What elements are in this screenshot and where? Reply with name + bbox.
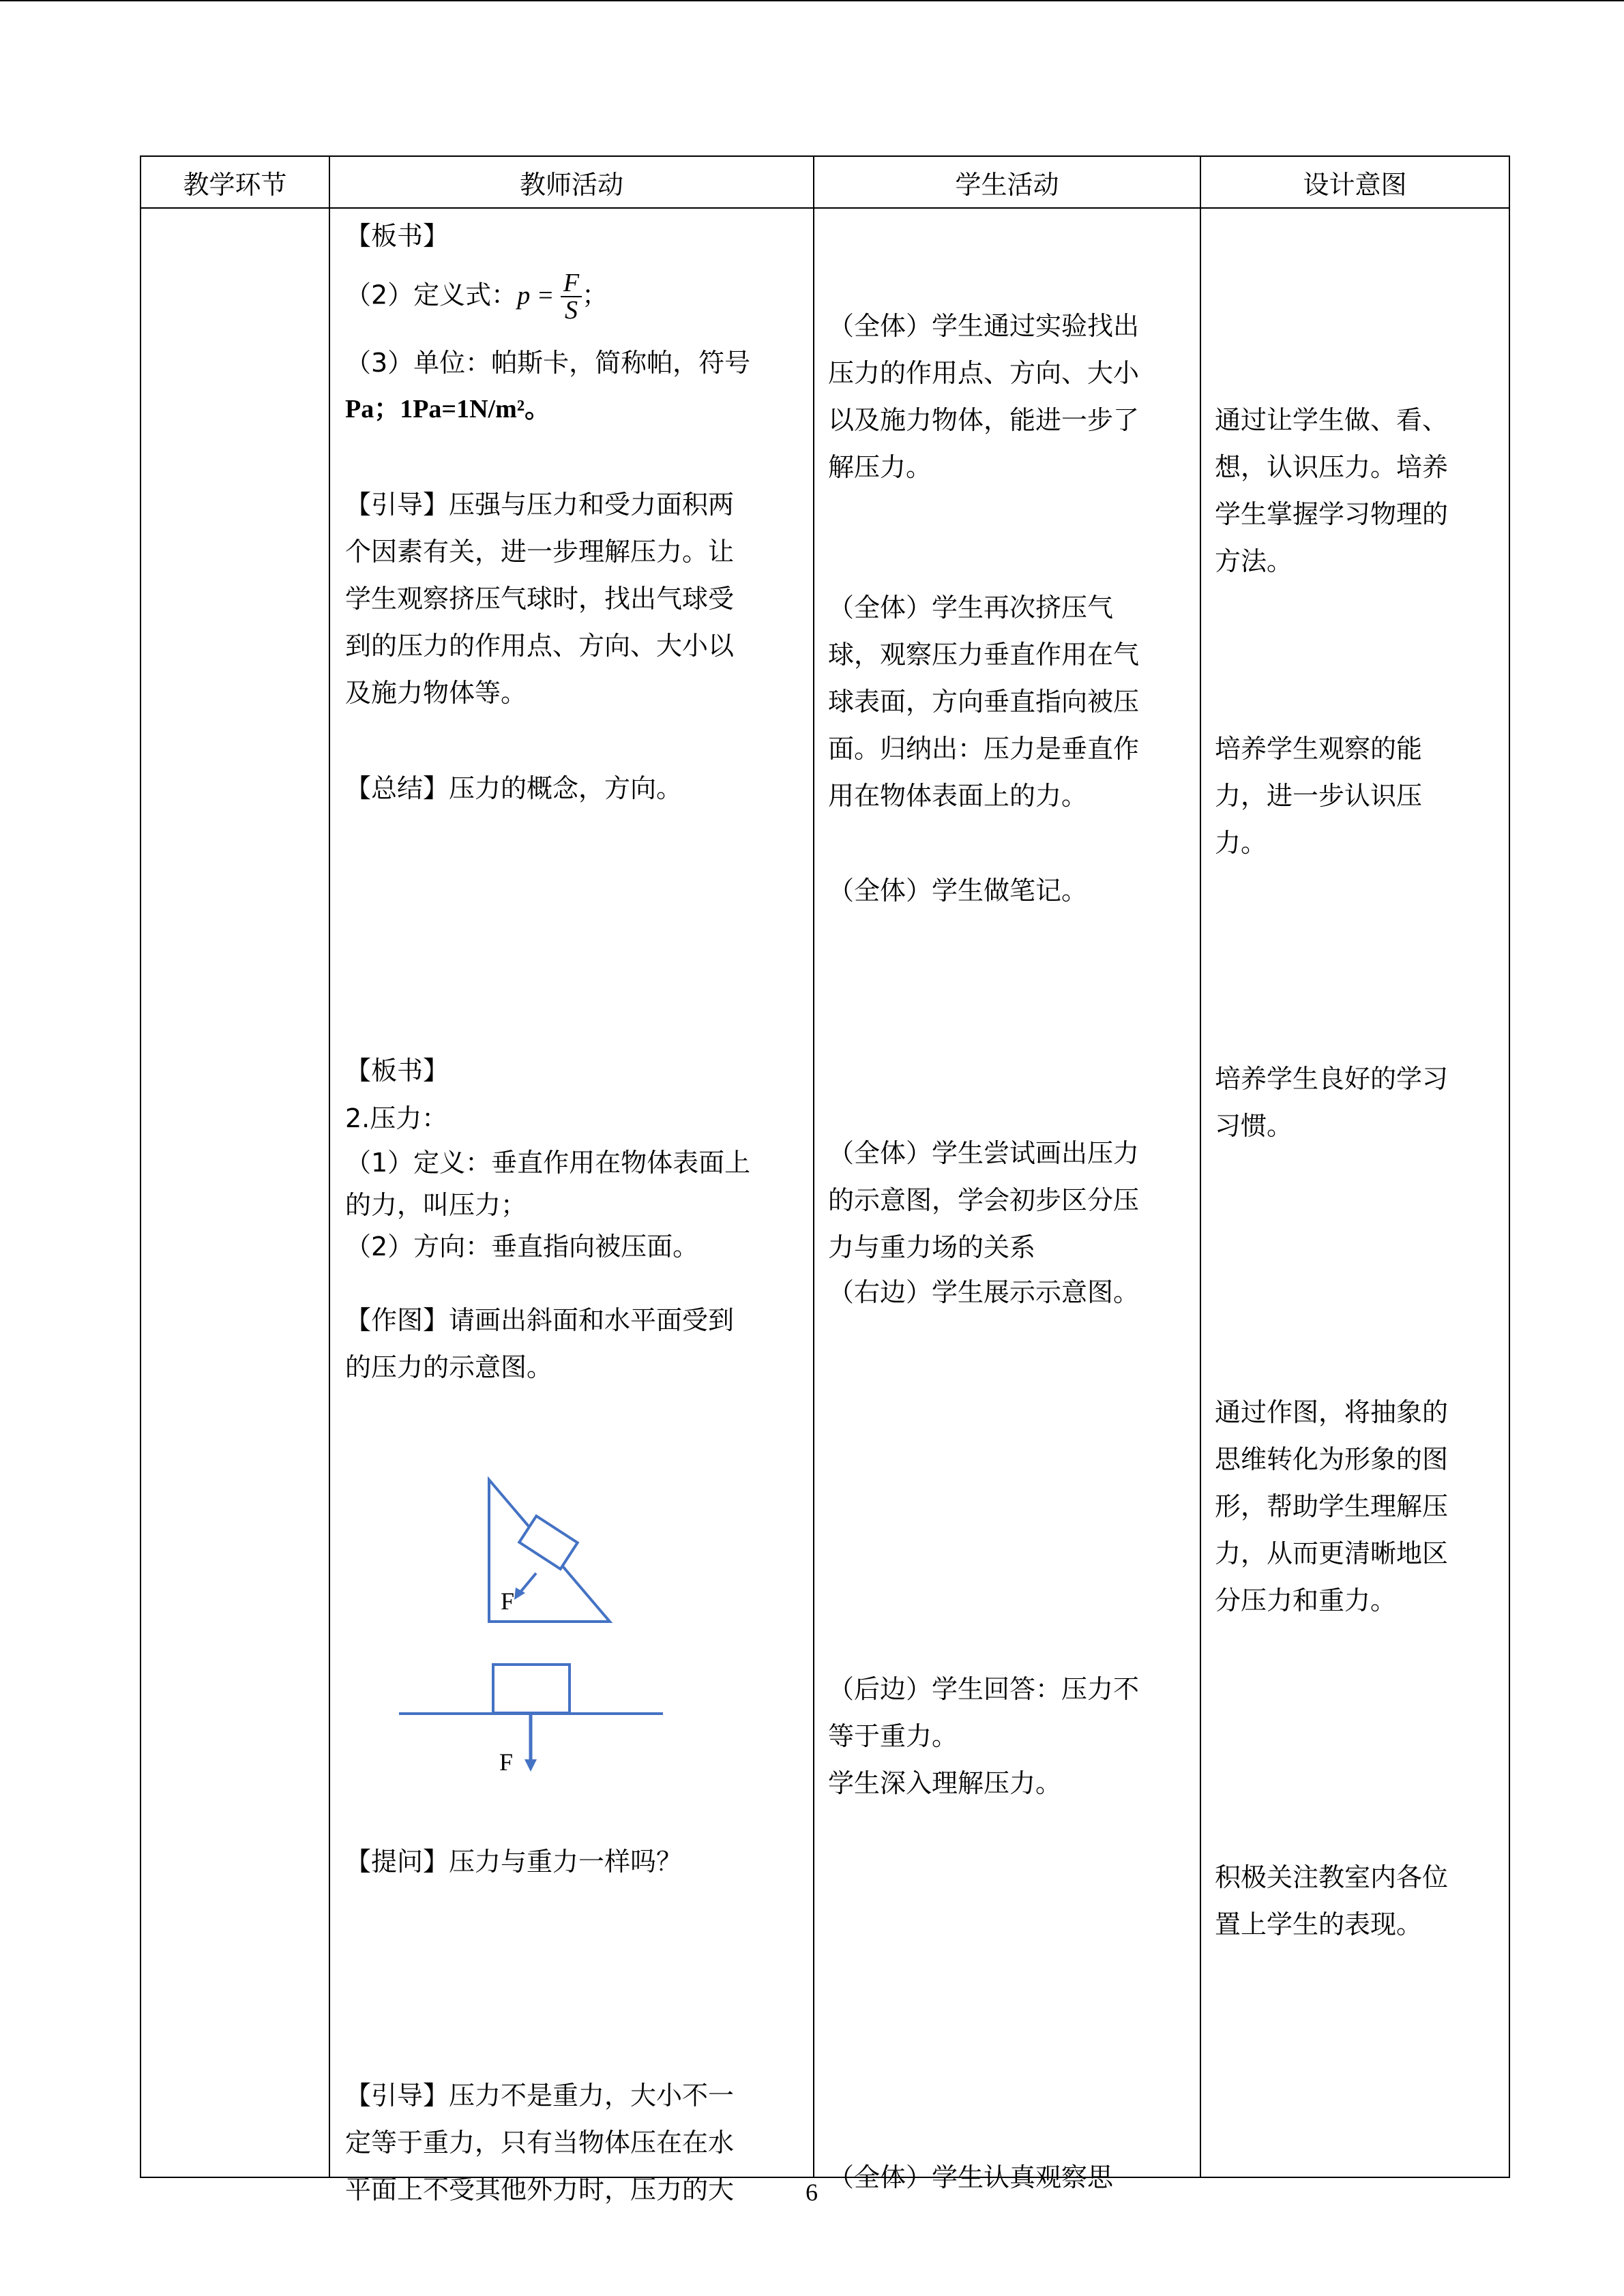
design-3-line-2: 习惯。 — [1215, 1111, 1293, 1141]
definition-prefix: （2）定义式： — [345, 280, 518, 310]
design-intent-cell — [1200, 208, 1509, 2177]
unit-line-2: Pa；1Pa=1N/m²。 — [345, 395, 551, 423]
banshu-label-2: 【板书】 — [345, 1056, 449, 1086]
incline-pressure-diagram — [398, 1474, 630, 1638]
student-2-line-1: （全体）学生再次挤压气 — [828, 593, 1114, 623]
drawing-task-line-2: 的压力的示意图。 — [345, 1352, 553, 1382]
header-teacher-activity: 教师活动 — [329, 156, 814, 208]
student-6-line-1: （后边）学生回答：压力不 — [828, 1674, 1140, 1704]
student-activity-cell — [814, 208, 1200, 2192]
pressure-definition-line-1: （1）定义：垂直作用在物体表面上 — [345, 1148, 751, 1178]
banshu-label-1: 【板书】 — [345, 221, 449, 251]
formula-numerator: F — [561, 270, 582, 297]
definition-formula — [345, 270, 608, 323]
header-teaching-stage: 教学环节 — [141, 156, 329, 208]
guide-1-line-4: 到的压力的作用点、方向、大小以 — [345, 631, 735, 661]
header-row — [141, 156, 1509, 208]
student-6-line-2: 等于重力。 — [828, 1721, 958, 1751]
unit-line-1: （3）单位：帕斯卡，简称帕，符号 — [345, 348, 751, 378]
design-1-line-4: 方法。 — [1215, 546, 1293, 576]
header-design-intent: 设计意图 — [1200, 156, 1509, 208]
design-2-line-3: 力。 — [1215, 828, 1267, 858]
formula-denominator: S — [564, 296, 578, 325]
student-1-line-2: 压力的作用点、方向、大小 — [828, 358, 1140, 388]
design-1-line-2: 想，认识压力。培养 — [1215, 452, 1449, 482]
teacher-activity-cell — [329, 208, 814, 2205]
horizontal-block — [493, 1665, 570, 1713]
formula-fraction — [561, 270, 582, 323]
incline-force-arrow-shaft — [519, 1573, 536, 1594]
summary-text: 【总结】压力的概念，方向。 — [345, 773, 683, 803]
horizontal-pressure-diagram — [398, 1661, 671, 1818]
guide-1-line-2: 个因素有关，进一步理解压力。让 — [345, 537, 735, 567]
student-2-line-4: 面。归纳出：压力是垂直作 — [828, 734, 1140, 764]
design-2-line-1: 培养学生观察的能 — [1215, 734, 1423, 764]
design-4-line-1: 通过作图，将抽象的 — [1215, 1397, 1449, 1427]
student-4-line-3: 力与重力场的关系 — [828, 1232, 1036, 1262]
formula-equals: = — [530, 281, 561, 310]
design-5-line-2: 置上学生的表现。 — [1215, 1909, 1423, 1939]
pressure-direction: （2）方向：垂直指向被压面。 — [345, 1232, 699, 1262]
design-3-line-1: 培养学生良好的学习 — [1215, 1064, 1449, 1094]
student-7-text: （全体）学生认真观察思 — [828, 2162, 1114, 2192]
student-6-line-3: 学生深入理解压力。 — [828, 1768, 1062, 1798]
formula-suffix: ； — [582, 280, 608, 310]
incline-force-label: F — [501, 1587, 515, 1615]
design-4-line-5: 分压力和重力。 — [1215, 1585, 1397, 1615]
student-5-text: （右边）学生展示示意图。 — [828, 1277, 1140, 1307]
horizontal-force-arrowhead — [525, 1759, 537, 1772]
page-number: 6 — [806, 2179, 818, 2206]
design-1-line-3: 学生掌握学习物理的 — [1215, 499, 1449, 529]
design-4-line-4: 力，从而更清晰地区 — [1215, 1538, 1449, 1568]
guide-2-line-2: 定等于重力，只有当物体压在在水 — [345, 2128, 735, 2158]
guide-1-line-3: 学生观察挤压气球时，找出气球受 — [345, 584, 735, 614]
guide-1-line-1: 【引导】压强与压力和受力面积两 — [345, 490, 735, 520]
header-student-activity: 学生活动 — [814, 156, 1200, 208]
design-2-line-2: 力，进一步认识压 — [1215, 781, 1423, 811]
student-2-line-3: 球表面，方向垂直指向被压 — [828, 687, 1140, 717]
student-2-line-2: 球，观察压力垂直作用在气 — [828, 640, 1140, 670]
design-5-line-1: 积极关注教室内各位 — [1215, 1862, 1449, 1892]
pressure-definition-line-2: 的力，叫压力； — [345, 1190, 527, 1220]
student-3-text: （全体）学生做笔记。 — [828, 876, 1088, 906]
horizontal-force-label: F — [499, 1748, 514, 1776]
lesson-plan-table — [140, 155, 1510, 2205]
design-1-line-1: 通过让学生做、看、 — [1215, 405, 1449, 435]
content-row — [141, 208, 1509, 2177]
design-4-line-2: 思维转化为形象的图 — [1215, 1444, 1449, 1474]
student-1-line-1: （全体）学生通过实验找出 — [828, 311, 1140, 341]
student-2-line-5: 用在物体表面上的力。 — [828, 781, 1088, 811]
student-4-line-1: （全体）学生尝试画出压力 — [828, 1138, 1140, 1168]
design-4-line-3: 形，帮助学生理解压 — [1215, 1491, 1449, 1521]
teaching-stage-cell — [141, 208, 329, 2177]
student-1-line-4: 解压力。 — [828, 452, 932, 482]
drawing-task-line-1: 【作图】请画出斜面和水平面受到 — [345, 1305, 735, 1335]
guide-2-line-1: 【引导】压力不是重力，大小不一 — [345, 2081, 735, 2111]
guide-1-line-5: 及施力物体等。 — [345, 678, 527, 708]
page-top-border — [0, 0, 1624, 1]
pressure-title: 2.压力： — [345, 1103, 448, 1133]
student-1-line-3: 以及施力物体，能进一步了 — [828, 405, 1140, 435]
formula-p: p — [517, 281, 531, 310]
student-4-line-2: 的示意图，学会初步区分压 — [828, 1185, 1140, 1215]
question-text: 【提问】压力与重力一样吗？ — [345, 1847, 683, 1877]
guide-2-line-3: 平面上不受其他外力时，压力的大 — [345, 2175, 735, 2205]
